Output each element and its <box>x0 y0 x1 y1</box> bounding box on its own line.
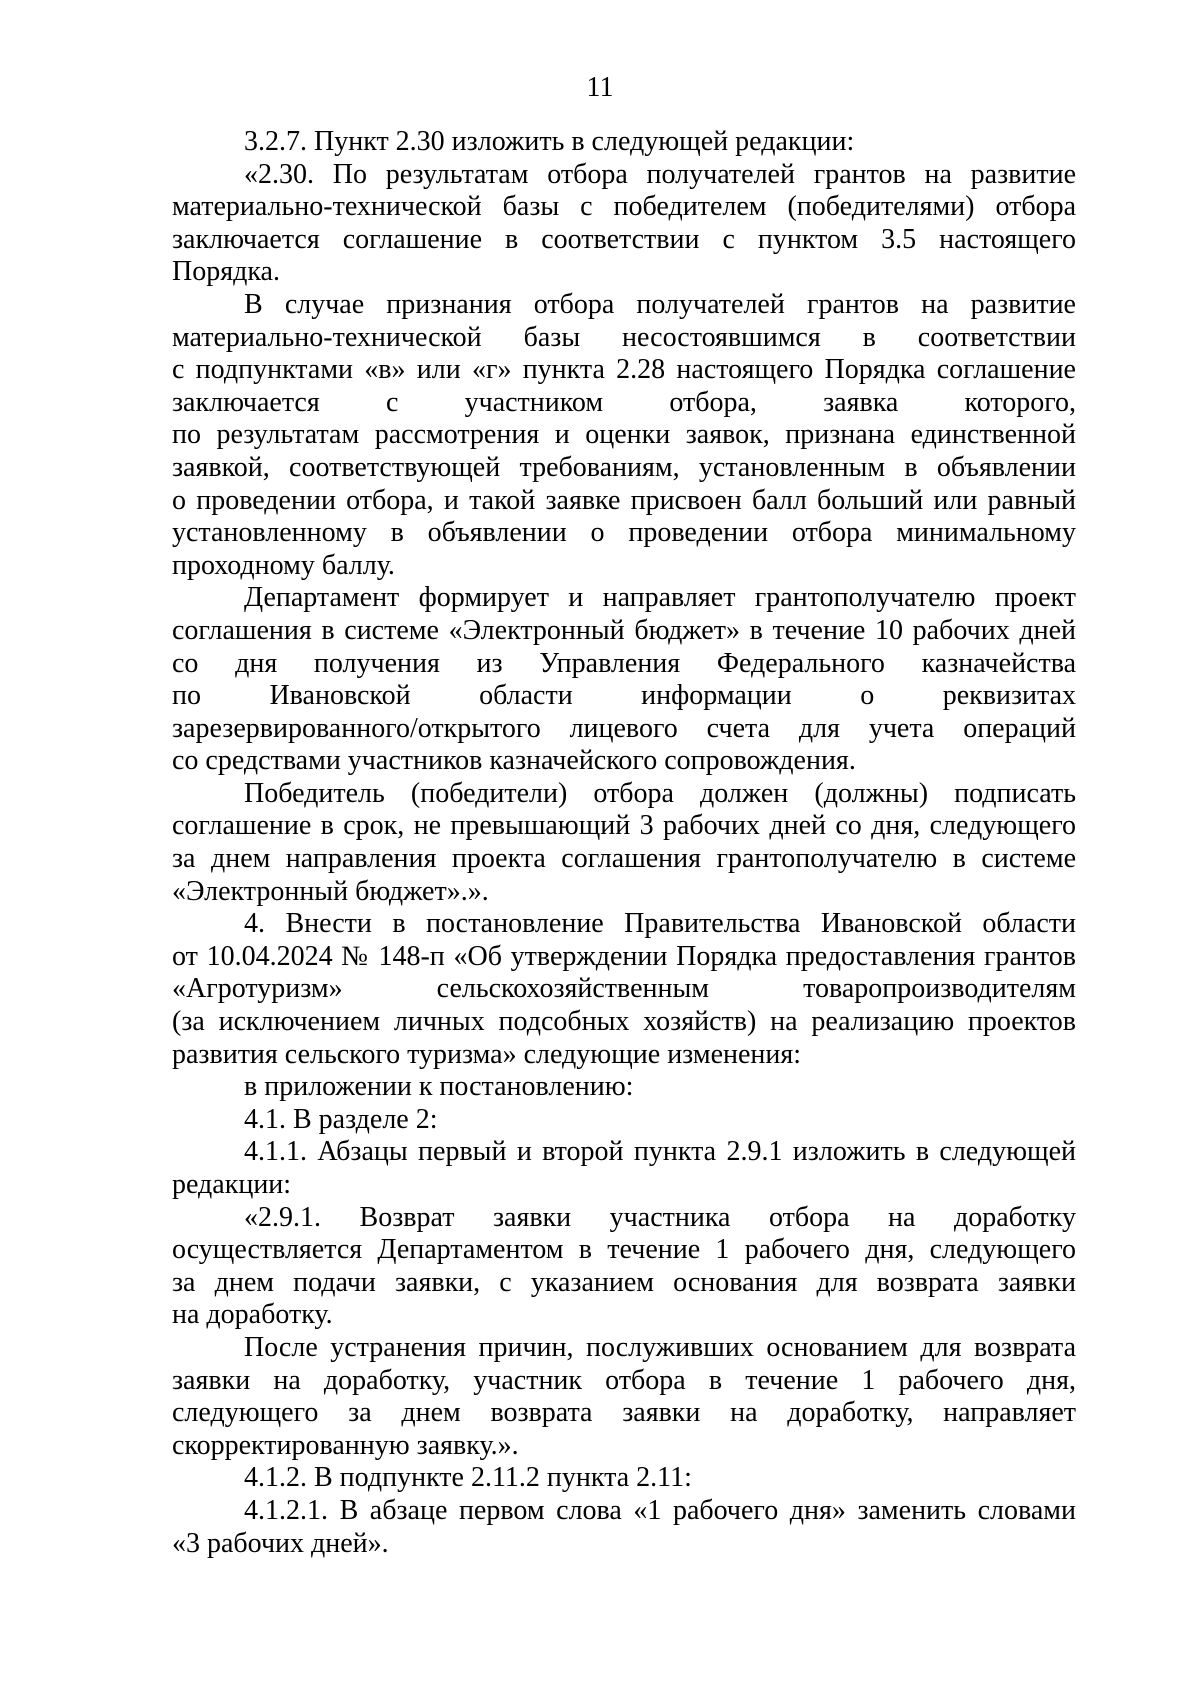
text-line: «3 рабочих дней». <box>172 1527 389 1559</box>
paragraph <box>172 126 1076 159</box>
text-line: проходному баллу. <box>172 549 395 581</box>
page-number: 11 <box>586 72 614 103</box>
text-line: заключается соглашение в соответствии с пунктом 3.5 настоящего <box>172 223 1076 255</box>
paragraph <box>172 1202 1076 1332</box>
text-line: установленному в объявлении о проведении отбора минимальному <box>172 517 1076 549</box>
text-line: 4. Внести в постановление Правительства Ивановской области <box>244 908 1076 940</box>
text-line: заявки на доработку, участник отбора в течение 1 рабочего дня, <box>172 1364 1076 1396</box>
paragraph <box>172 289 1076 582</box>
text-line: с подпунктами «в» или «г» пункта 2.28 настоящего Порядка соглашение <box>172 354 1076 386</box>
text-line: 4.1.1. Абзацы первый и второй пункта 2.9.1 изложить в следующей <box>244 1136 1076 1168</box>
text-line: по Ивановской области информации о реквизитах <box>172 680 1076 712</box>
paragraph <box>172 582 1076 778</box>
text-line: на доработку. <box>172 1299 333 1331</box>
text-line: соглашение в срок, не превышающий 3 рабочих дней со дня, следующего <box>172 810 1076 842</box>
text-line: В случае признания отбора получателей грантов на развитие <box>244 288 1076 320</box>
text-line: со средствами участников казначейского сопровождения. <box>172 745 856 777</box>
text-line: заявкой, соответствующей требованиям, установленным в объявлении <box>172 451 1076 483</box>
text-line: о проведении отбора, и такой заявке присвоен балл больший или равный <box>172 484 1076 516</box>
text-line: Департамент формирует и направляет грантополучателю проект <box>244 582 1076 614</box>
text-line: соглашения в системе «Электронный бюджет» в течение 10 рабочих дней <box>172 614 1076 646</box>
paragraph <box>172 1332 1076 1462</box>
text-line: по результатам рассмотрения и оценки заявок, признана единственной <box>172 419 1076 451</box>
text-line: Порядка. <box>172 256 280 288</box>
text-line: за днем подачи заявки, с указанием основания для возврата заявки <box>172 1266 1076 1298</box>
text-line: редакции: <box>172 1169 292 1200</box>
text-line: скорректированную заявку.». <box>172 1429 519 1461</box>
paragraph <box>172 1071 1076 1104</box>
text-line: от 10.04.2024 № 148-п «Об утверждении Порядка предоставления грантов <box>172 940 1076 972</box>
text-line: со дня получения из Управления Федерального казначейства <box>172 647 1076 679</box>
text-line: развития сельского туризма» следующие изменения: <box>172 1038 802 1070</box>
text-line: (за исключением личных подсобных хозяйств) на реализацию проектов <box>172 1006 1076 1038</box>
text-line: После устранения причин, послуживших основанием для возврата <box>244 1331 1076 1363</box>
text-line: «Электронный бюджет».». <box>172 875 489 907</box>
text-line: Победитель (победители) отбора должен (должны) подписать <box>244 777 1076 809</box>
text-line: 4.1.2.1. В абзаце первом слова «1 рабочего дня» заменить словами <box>244 1494 1076 1526</box>
text-line: заключается с участником отбора, заявка которого, <box>172 386 1076 418</box>
text-line: 4.1.2. В подпункте 2.11.2 пункта 2.11: <box>244 1462 692 1494</box>
text-line: «Агротуризм» сельскохозяйственным товаропроизводителям <box>172 973 1076 1005</box>
paragraph <box>172 159 1076 289</box>
paragraph <box>172 1104 1076 1137</box>
text-line: зарезервированного/открытого лицевого счета для учета операций <box>172 712 1076 744</box>
text-line: материально-технической базы с победителем (победителями) отбора <box>172 191 1076 223</box>
paragraph <box>172 1462 1076 1495</box>
paragraph <box>172 908 1076 1071</box>
paragraph <box>172 1136 1076 1201</box>
document-body <box>172 126 1076 1560</box>
paragraph <box>172 778 1076 908</box>
text-line: «2.30. По результатам отбора получателей грантов на развитие <box>244 158 1076 190</box>
text-line: «2.9.1. Возврат заявки участника отбора на доработку <box>244 1201 1076 1233</box>
text-line: осуществляется Департаментом в течение 1 рабочего дня, следующего <box>172 1234 1076 1266</box>
text-line: 4.1. В разделе 2: <box>244 1103 438 1135</box>
paragraph <box>172 1495 1076 1560</box>
text-line: в приложении к постановлению: <box>244 1071 634 1103</box>
text-line: материально-технической базы несостоявшимся в соответствии <box>172 321 1076 353</box>
text-line: следующего за днем возврата заявки на доработку, направляет <box>172 1397 1076 1429</box>
text-line: 3.2.7. Пункт 2.30 изложить в следующей редакции: <box>244 126 855 157</box>
text-line: за днем направления проекта соглашения грантополучателю в системе <box>172 843 1076 875</box>
